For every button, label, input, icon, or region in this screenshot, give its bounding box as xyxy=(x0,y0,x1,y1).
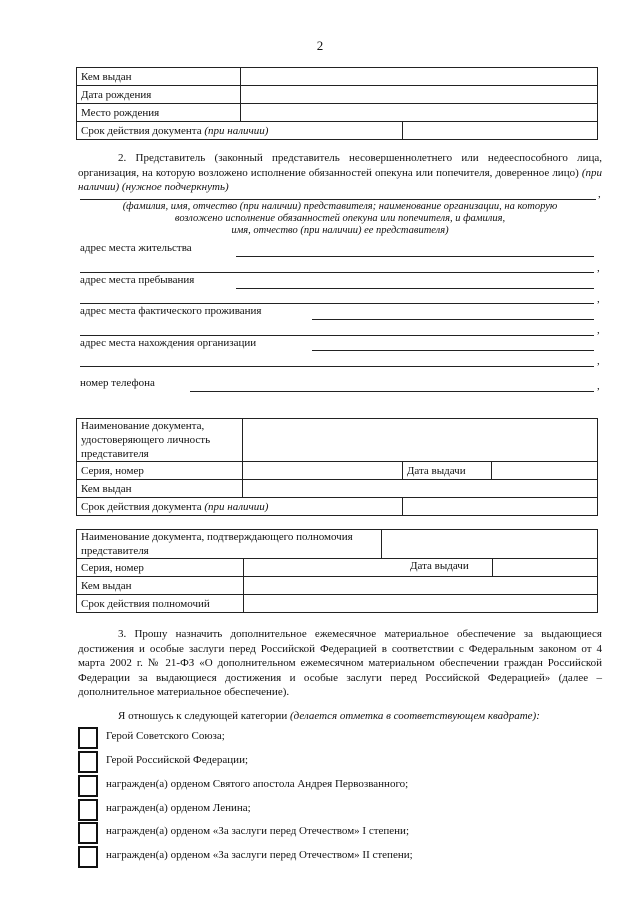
rep-validity-label xyxy=(77,498,403,516)
category-label: награжден(а) орденом «За заслуги перед Отечеством» II степени; xyxy=(106,849,413,861)
category-label: награжден(а) орденом «За заслуги перед Отечеством» I степени; xyxy=(106,825,409,837)
caption-line-1: (фамилия, имя, отчество (при наличии) представителя; наименование организации, на которую xyxy=(122,201,558,212)
checkbox[interactable] xyxy=(78,775,98,797)
representative-name-line[interactable] xyxy=(80,199,596,200)
rep-validity-field[interactable] xyxy=(402,498,597,516)
section-3-text: 3. Прошу назначить дополнительное ежемесячное материальное обеспечение за выдающиеся достижения и особые заслуги перед Российской Федерацией в соответствии с Федеральным законом от 4 марта 2002 г. № 21-ФЗ «О дополнительном ежемесячном материальном обеспечении граждан Российской Федерации за выдающиеся достижения и особые заслуги перед Российской Федерацией» (далее – дополнительное материальное обеспечение). xyxy=(78,628,602,698)
issued-by-label: Кем выдан xyxy=(77,68,241,86)
category-label: награжден(а) орденом Ленина; xyxy=(106,802,251,814)
caption-line-3: имя, отчество (при наличии) ее представителя) xyxy=(231,225,449,236)
address-stay-label: адрес места пребывания xyxy=(80,274,195,286)
authority-issued-by-label: Кем выдан xyxy=(77,577,244,595)
authority-doc-name-field[interactable] xyxy=(382,530,598,559)
rep-issued-by-label: Кем выдан xyxy=(77,480,243,498)
category-intro-text: Я отношусь к следующей категории xyxy=(118,710,288,722)
authority-issued-by-field[interactable] xyxy=(244,577,598,595)
checkbox[interactable] xyxy=(78,822,98,844)
address-actual-line[interactable] xyxy=(312,319,594,320)
rep-validity-note: (при наличии) xyxy=(204,500,269,513)
validity-note: (при наличии) xyxy=(204,124,269,137)
birth-date-label: Дата рождения xyxy=(77,86,241,104)
address-residence-line-2[interactable] xyxy=(80,272,594,273)
caption-line-2: возложено исполнение обязанностей опекуна или попечителя, и фамилия, xyxy=(174,213,506,224)
representative-caption xyxy=(78,201,602,237)
phone-label: номер телефона xyxy=(80,377,155,389)
authority-document-table xyxy=(76,529,598,613)
rep-issue-date-label: Дата выдачи xyxy=(402,462,492,480)
category-intro xyxy=(118,710,540,722)
rep-series-number-label: Серия, номер xyxy=(77,462,243,480)
address-stay-line[interactable] xyxy=(236,288,594,289)
section-2-body: 2. Представитель (законный представитель несовершеннолетнего или недееспособного лица, организация, на которую возложено исполнение обязанностей опекуна или попечителя, доверенное лицо) xyxy=(78,152,602,179)
checkbox[interactable] xyxy=(78,846,98,868)
validity-field[interactable] xyxy=(403,122,598,140)
authority-validity-field[interactable] xyxy=(244,595,598,613)
section-2-note: (при наличии) (нужное подчеркнуть) xyxy=(78,166,602,193)
birth-place-field[interactable] xyxy=(241,104,598,122)
rep-issued-by-field[interactable] xyxy=(242,480,597,498)
checkbox[interactable] xyxy=(78,727,98,749)
authority-validity-label: Срок действия полномочий xyxy=(77,595,244,613)
address-org-line-2[interactable] xyxy=(80,366,594,367)
section-2-text xyxy=(78,151,602,195)
address-residence-label: адрес места жительства xyxy=(80,242,192,254)
authority-issue-date-field[interactable] xyxy=(493,559,598,577)
rep-series-number-field[interactable] xyxy=(242,462,402,480)
representative-document-table xyxy=(76,418,598,516)
address-org-line[interactable] xyxy=(312,350,594,351)
comma: , xyxy=(597,293,600,305)
validity-label xyxy=(77,122,403,140)
checkbox[interactable] xyxy=(78,799,98,821)
category-label: награжден(а) орденом Святого апостола Андрея Первозванного; xyxy=(106,778,409,790)
birth-date-field[interactable] xyxy=(241,86,598,104)
comma: , xyxy=(598,188,601,200)
phone-line[interactable] xyxy=(190,391,594,392)
address-actual-label: адрес места фактического проживания xyxy=(80,305,262,317)
page-number: 2 xyxy=(316,38,324,53)
address-actual-line-2[interactable] xyxy=(80,335,594,336)
authority-doc-name-label: Наименование документа, подтверждающего полномочия представителя xyxy=(77,530,382,559)
validity-text: Срок действия документа xyxy=(81,124,202,137)
comma: , xyxy=(597,324,600,336)
address-org-label: адрес места нахождения организации xyxy=(80,337,257,349)
address-residence-line[interactable] xyxy=(236,256,594,257)
rep-doc-name-field[interactable] xyxy=(242,419,597,462)
comma: , xyxy=(597,355,600,367)
authority-series-number-label: Серия, номер xyxy=(77,559,244,577)
category-label: Герой Российской Федерации; xyxy=(106,754,249,766)
category-intro-note: (делается отметка в соответствующем квадрате): xyxy=(290,710,540,722)
issued-by-field[interactable] xyxy=(241,68,598,86)
rep-issue-date-field[interactable] xyxy=(492,462,598,480)
rep-validity-text: Срок действия документа xyxy=(81,500,202,513)
comma: , xyxy=(597,380,600,392)
document-details-table xyxy=(76,67,598,140)
authority-issue-date-label: Дата выдачи xyxy=(410,560,469,572)
address-stay-line-2[interactable] xyxy=(80,303,594,304)
checkbox[interactable] xyxy=(78,751,98,773)
category-label: Герой Советского Союза; xyxy=(106,730,225,742)
comma: , xyxy=(597,262,600,274)
rep-doc-name-label: Наименование документа, удостоверяющего личность представителя xyxy=(77,419,243,462)
birth-place-label: Место рождения xyxy=(77,104,241,122)
